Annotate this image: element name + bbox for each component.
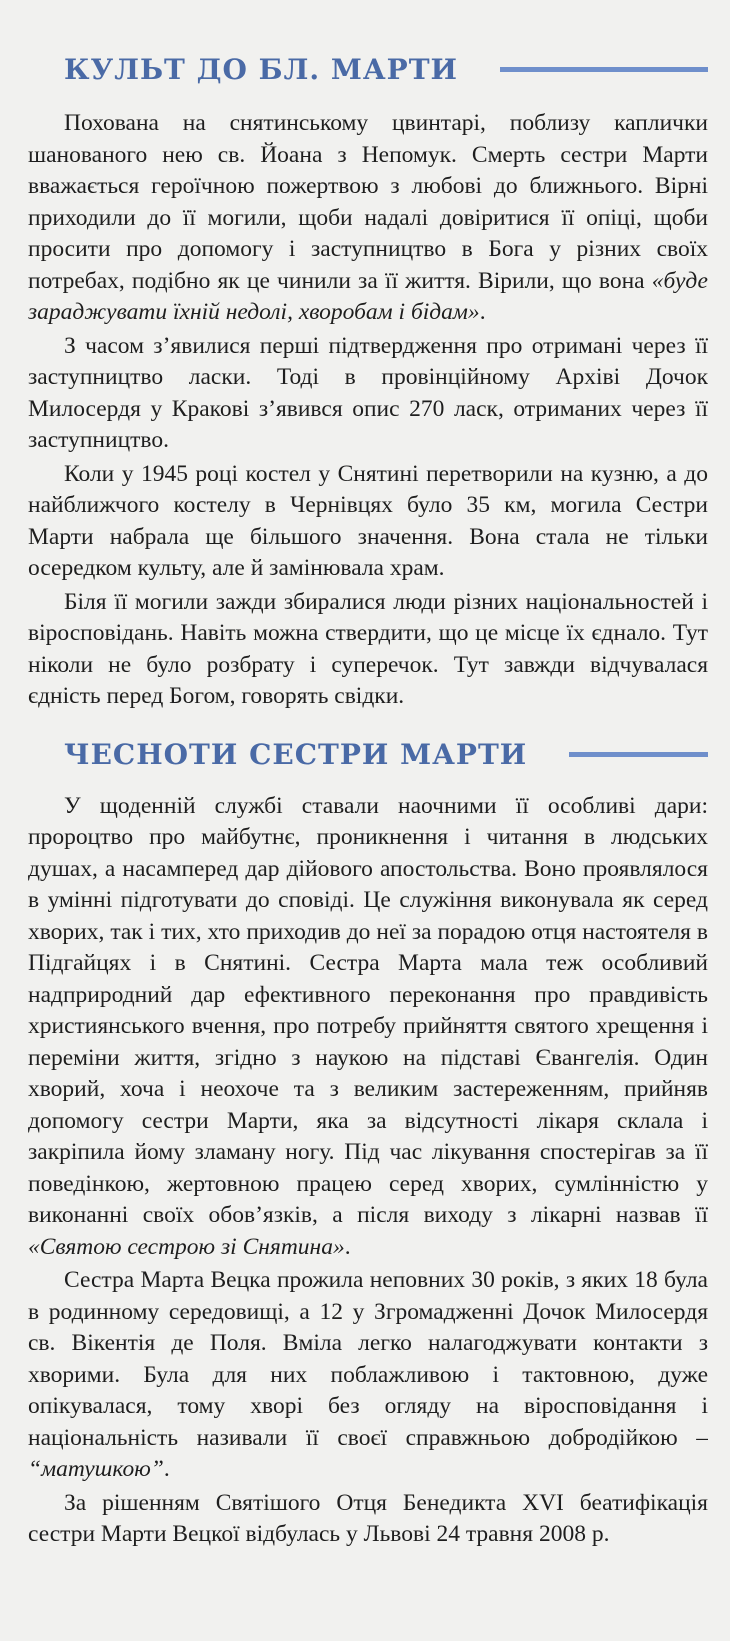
italic-quote: «Святою сестрою зі Снятина»: [28, 1233, 345, 1260]
paragraph-text: Похована на снятинському цвинтарі, поблизу каплички шанованого нею св. Йоана з Непомук. Смерть сестри Марти вважається героїчною пожертвою з любові до ближнього. Вірні приходили до її могили, щоби надалі довіритися її опіці, щоби просити про допомогу і заступництво в Бога у різних своїх потребах, подібно як це чинили за її життя. Вірили, що вона: [28, 110, 708, 294]
paragraph: [28, 587, 708, 713]
heading-rule: [500, 67, 708, 72]
paragraph: [28, 459, 708, 585]
section-title-virtues: ЧЕСНОТИ СЕСТРИ МАРТИ: [64, 738, 528, 771]
paragraph-text: У щоденній службі ставали наочними її особливі дари: пророцтво про майбутнє, проникнення і читання в людських душах, а насамперед дар дійового апостольства. Воно проявлялося в умінні підготувати до сповіді. Це служіння виконувала як серед хворих, так і тих, хто приходив до неї за порадою отця настоятеля в Підгайцях і в Снятині. Сестра Марта мала теж особливий надприродний дар ефективного переконання про правдивість християнського вчення, про потребу прийняття святого хрещення і переміни життя, згідно з наукою на підставі Євангелія. Один хворий, хоча і неохоче та з великим застереженням, прийняв допомогу сестри Марти, яка за відсутності лікаря склала і закріпила йому зламану ногу. Під час лікування спостерігав за її поведінкою, жертовною працею серед хворих, сумлінністю у виконанні своїх обов’язків, а після виходу з лікарні назвав її: [28, 792, 708, 1228]
paragraph: [28, 331, 708, 457]
paragraph-text: З часом з’явилися перші підтвердження про отримані через її заступництво ласки. Тоді в провінційному Архіві Дочок Милосердя у Кракові з’явився опис 270 ласк, отриманих через її заступництво.: [28, 332, 708, 453]
paragraph-tail: .: [344, 1233, 351, 1260]
paragraph-tail: .: [479, 299, 486, 325]
paragraph-tail: .: [163, 1456, 170, 1482]
paragraph: [28, 791, 708, 1264]
paragraph-text: Коли у 1945 році костел у Снятині перетворили на кузню, а до найближчого костелу в Чернівцях було 35 км, могила Сестри Марти набрала ще більшого значення. Вона стала не тільки осередком культу, але й замінювала храм.: [28, 460, 708, 581]
document-page: [28, 36, 708, 1626]
italic-quote: “матушкою”: [28, 1456, 164, 1482]
heading-rule: [569, 752, 708, 757]
paragraph-text: Біля її могили зажди збиралися люди різних національностей і віросповідань. Навіть можна ствердити, що це місце їх єднало. Тут ніколи не було розбрату і суперечок. Тут завжди відчувалася єдність перед Богом, говорять свідки.: [28, 588, 708, 709]
section-heading-virtues: [28, 725, 708, 785]
paragraph: [28, 1488, 708, 1551]
section-heading-cult: [28, 36, 708, 102]
paragraph: [28, 1265, 708, 1486]
section-title-cult: КУЛЬТ ДО БЛ. МАРТИ: [64, 52, 459, 86]
paragraph: [28, 108, 708, 329]
italic-quote: «буде зараджувати їхній недолі, хворобам і бідам»: [28, 267, 708, 325]
paragraph-text: Сестра Марта Вецка прожила неповних 30 років, з яких 18 була в родинному середовищі, а 12 у Згромадженні Дочок Милосердя св. Вікентія де Поля. Вміла легко налагоджувати контакти з хворими. Була для них поблажливою і тактовною, дуже опікувалася, тому хворі без огляду на віросповідання і національність називали її своєї справжньою добродійкою –: [28, 1267, 708, 1451]
paragraph-text: За рішенням Святішого Отця Бенедикта XVI беатифікація сестри Марти Вецкої відбулась у Львові 24 травня 2008 р.: [28, 1489, 708, 1547]
